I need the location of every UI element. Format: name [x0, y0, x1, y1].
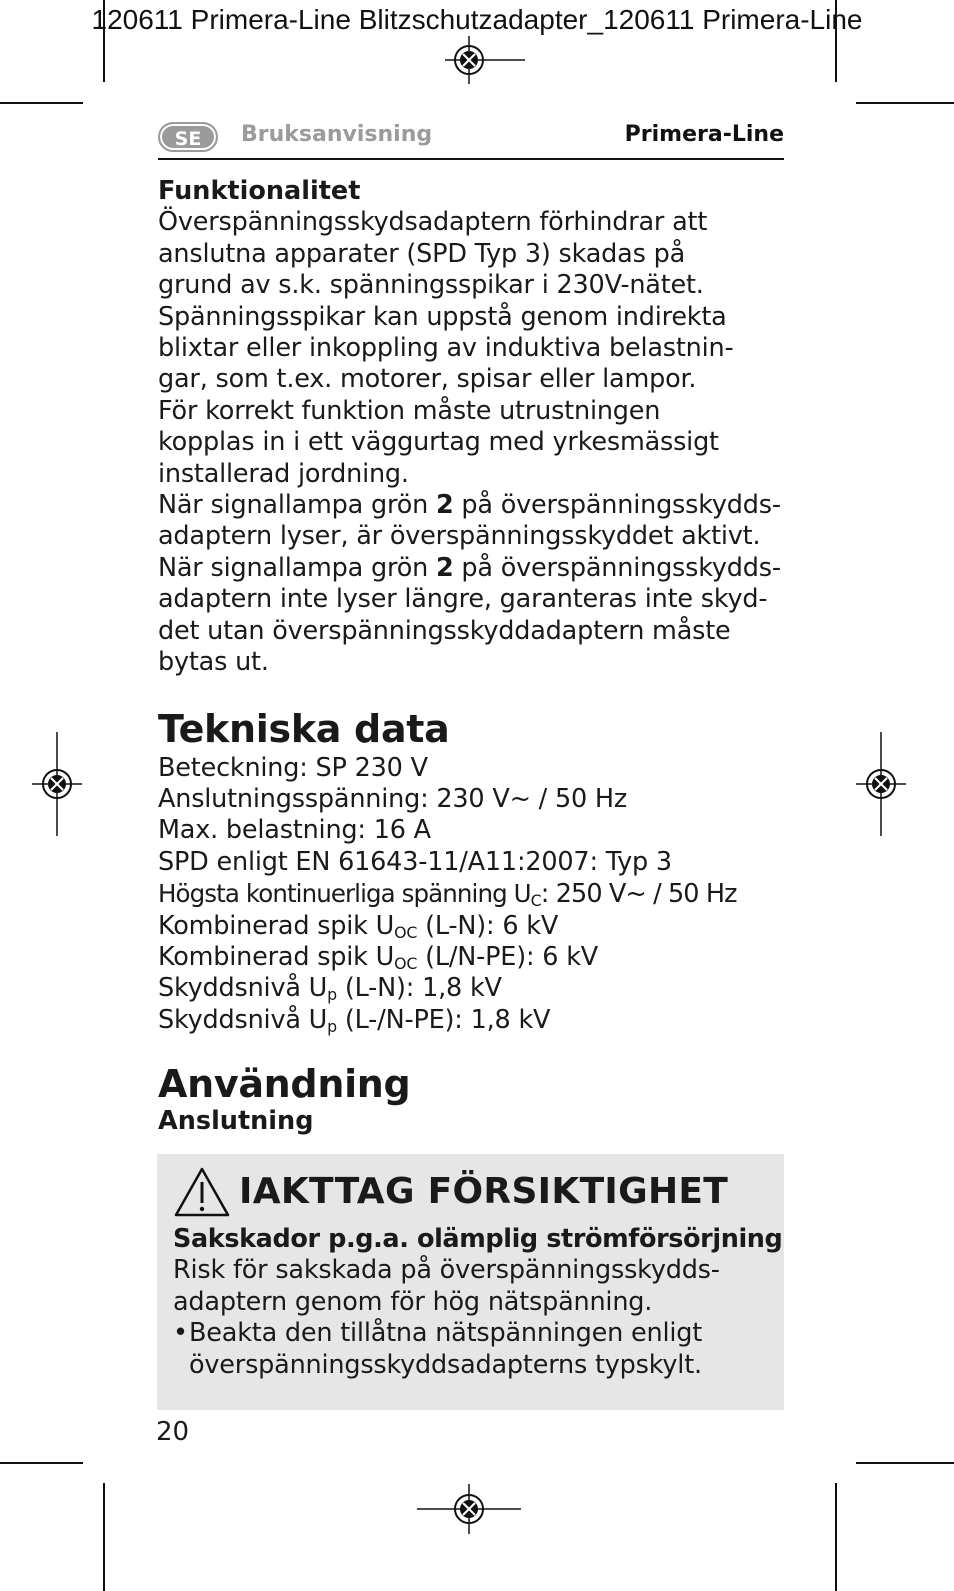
tech-row: Anslutningsspänning: 230 V~ / 50 Hz [158, 783, 628, 814]
registration-mark-icon [856, 732, 906, 836]
header-brand: Primera-Line [624, 122, 784, 147]
subscript: OC [394, 922, 418, 942]
text-fragment: Skyddsnivå U [158, 1004, 328, 1035]
crop-mark [856, 102, 954, 104]
text-fragment: (L/N-PE): 6 kV [417, 941, 599, 972]
text-fragment: Kombinerad spik U [158, 910, 395, 941]
lamp-number: 2 [435, 490, 454, 521]
text-line: adaptern lyser, är överspänningsskyddet aktivt. [158, 521, 761, 552]
text-line: Spänningsspikar kan uppstå genom indirekta [158, 301, 727, 332]
text-line: kopplas in i ett väggurtag med yrkesmässigt [158, 427, 719, 458]
text-fragment: Högsta kontinuerliga spänning U [158, 879, 531, 909]
text-line [158, 490, 798, 521]
tech-row [158, 942, 798, 973]
tech-row: Beteckning: SP 230 V [158, 752, 428, 783]
caution-box [157, 1154, 784, 1410]
subscript: OC [394, 953, 418, 973]
caution-title-text: IAKTTAG FÖRSIKTIGHET [239, 1171, 729, 1212]
page-header [158, 118, 784, 160]
crop-mark [835, 1483, 837, 1591]
warning-triangle-icon [173, 1166, 231, 1218]
tech-row [158, 973, 798, 1004]
header-title: Bruksanvisning [241, 122, 433, 147]
main-content [158, 176, 798, 1138]
functionality-heading: Funktionalitet [158, 176, 361, 206]
text-line: det utan överspänningsskyddadaptern måste [158, 615, 731, 646]
text-line: Överspänningsskydsadaptern förhindrar att [158, 207, 708, 238]
registration-mark-icon [417, 1484, 521, 1534]
tech-row: Max. belastning: 16 A [158, 815, 431, 846]
functionality-text [158, 207, 798, 678]
print-slug-line: 120611 Primera-Line Blitzschutzadapter_120611 Primera-Line [91, 4, 863, 35]
text-fragment: på överspänningsskydds- [453, 552, 781, 583]
text-line: installerad jordning. [158, 458, 409, 489]
text-fragment: Skyddsnivå U [158, 973, 328, 1004]
registration-mark-icon [445, 36, 525, 84]
text-fragment: När signallampa grön [158, 552, 436, 583]
text-line: grund av s.k. spänningsspikar i 230V-nätet. [158, 270, 704, 301]
text-fragment: (L-N): 1,8 kV [336, 973, 502, 1004]
text-line: bytas ut. [158, 647, 269, 678]
text-line: adaptern inte lyser längre, garanteras inte skyd- [158, 584, 768, 615]
crop-mark [0, 1462, 83, 1464]
text-line: överspänningsskyddsadapterns typskylt. [189, 1349, 702, 1380]
text-line: För korrekt funktion måste utrustningen [158, 395, 661, 426]
text-fragment: Beakta den tillåtna nätspänningen enligt [189, 1318, 703, 1349]
text-fragment: När signallampa grön [158, 490, 436, 521]
crop-mark [0, 102, 83, 104]
caution-subtitle: Sakskador p.g.a. olämplig strömförsörjning [173, 1224, 783, 1254]
text-line: adaptern genom för hög nätspänning. [173, 1286, 653, 1317]
bullet-symbol: • [173, 1318, 188, 1349]
tech-row [158, 1005, 798, 1036]
crop-mark [856, 1462, 954, 1464]
subscript: p [327, 985, 337, 1005]
crop-mark [103, 1483, 105, 1591]
tech-data [158, 753, 798, 1037]
caution-body [173, 1224, 783, 1381]
text-line: gar, som t.ex. motorer, spisar eller lampor. [158, 364, 697, 395]
bullet-item [173, 1318, 778, 1349]
text-line: blixtar eller inkoppling av induktiva belastnin- [158, 333, 734, 364]
subscript: p [327, 1016, 337, 1036]
usage-subheading: Anslutning [158, 1106, 314, 1137]
tech-heading: Tekniska data [158, 706, 450, 751]
text-line: anslutna apparater (SPD Typ 3) skadas på [158, 238, 685, 269]
lamp-number: 2 [435, 552, 454, 583]
text-line: Risk för sakskada på överspänningsskydds- [173, 1255, 720, 1286]
text-fragment: Kombinerad spik U [158, 941, 395, 972]
subscript: C [530, 891, 541, 911]
caution-title [173, 1166, 728, 1218]
text-fragment: (L-N): 6 kV [417, 910, 559, 941]
tech-row: SPD enligt EN 61643-11/A11:2007: Typ 3 [158, 846, 672, 877]
tech-row [158, 911, 798, 942]
text-fragment: : 250 V~ / 50 Hz [540, 879, 737, 910]
text-fragment: (L-/N-PE): 1,8 kV [336, 1004, 551, 1035]
page-number: 20 [156, 1417, 190, 1447]
tech-row [158, 878, 798, 910]
text-line [158, 553, 798, 584]
language-badge: SE [158, 122, 218, 152]
registration-mark-icon [32, 732, 82, 836]
usage-heading: Användning [158, 1062, 411, 1107]
text-fragment: på överspänningsskydds- [453, 490, 781, 521]
